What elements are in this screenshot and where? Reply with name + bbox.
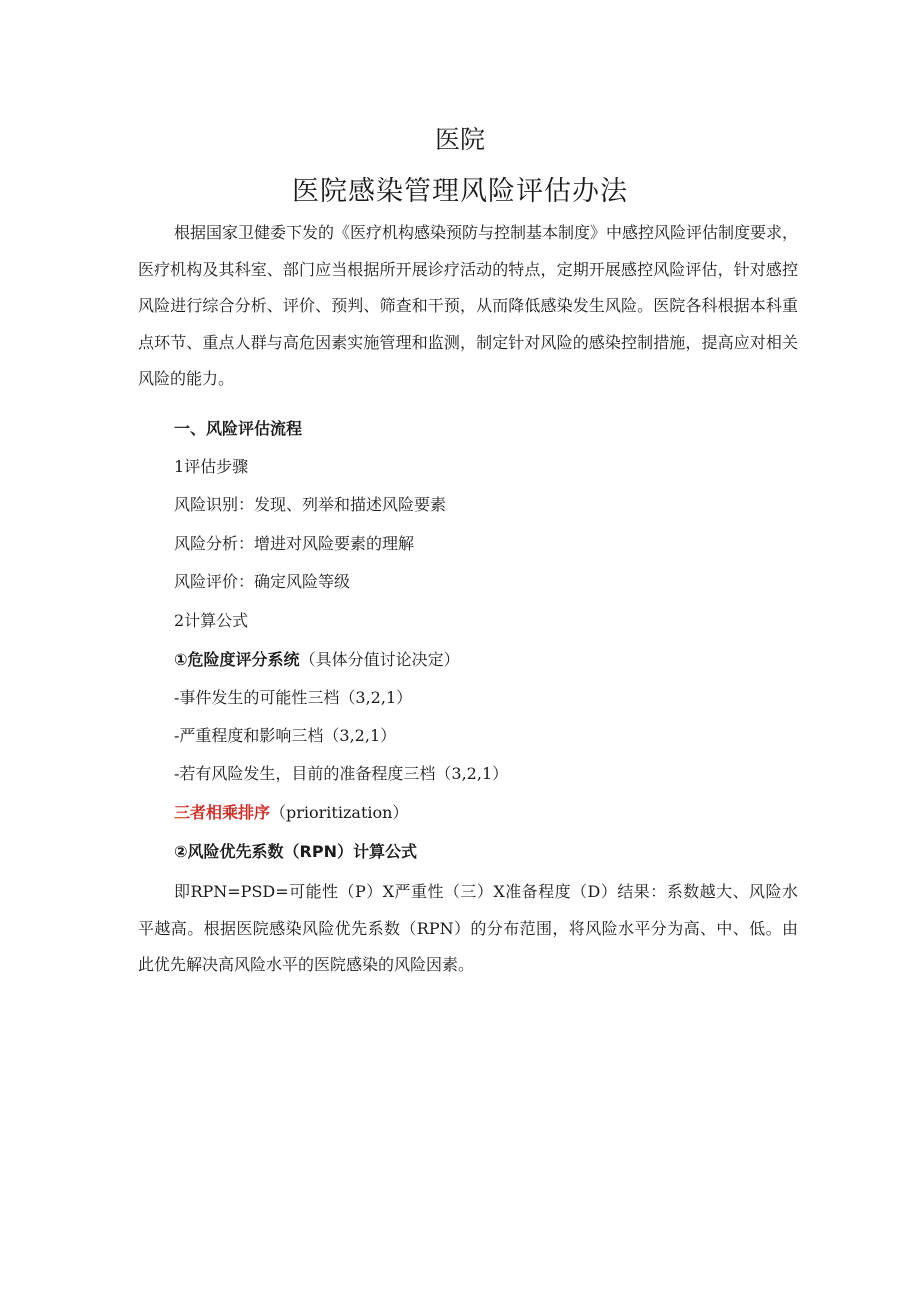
subheading-formula: 2计算公式 — [174, 611, 249, 630]
step-risk-evaluation: 风险评价：确定风险等级 — [174, 572, 351, 591]
scoring-system-line — [174, 648, 460, 672]
section-heading-risk-process: 一、风险评估流程 — [174, 419, 303, 438]
multiply-highlight: 三者相乘排序 — [174, 803, 271, 822]
multiply-line — [174, 801, 408, 825]
step-risk-identification: 风险识别：发现、列举和描述风险要素 — [174, 495, 447, 514]
rpn-paragraph: 即RPN=PSD=可能性（P）X严重性（三）X准备程度（D）结果：系数越大、风险水平越高。根据医院感染风险优先系数（RPN）的分布范围，将风险水平分为高、中、低。由此优先解决高风险水平的医院感染的风险因素。 — [138, 882, 798, 975]
multiply-note: （prioritization） — [270, 803, 409, 822]
step-risk-analysis: 风险分析：增进对风险要素的理解 — [174, 534, 415, 553]
intro-paragraph: 根据国家卫健委下发的《医疗机构感染预防与控制基本制度》中感控风险评估制度要求，医疗机构及其科室、部门应当根据所开展诊疗活动的特点，定期开展感控风险评估，针对感控风险进行综合分析、评价、预判、筛查和干预，从而降低感染发生风险。医院各科根据本科重点环节、重点人群与高危因素实施管理和监测，制定针对风险的感染控制措施，提高应对相关风险的能力。 — [138, 223, 799, 389]
document-subtitle: 医院感染管理风险评估办法 — [292, 176, 628, 207]
document-title: 医院 — [434, 125, 485, 154]
rpn-heading: ②风险优先系数（RPN）计算公式 — [174, 842, 417, 861]
criterion-likelihood: -事件发生的可能性三档（3,2,1） — [174, 688, 413, 707]
criterion-severity: -严重程度和影响三档（3,2,1） — [174, 726, 397, 745]
subheading-steps: 1评估步骤 — [174, 457, 249, 476]
scoring-system-note: （具体分值讨论决定） — [299, 650, 460, 669]
scoring-system-title: ①危险度评分系统 — [174, 650, 300, 669]
criterion-preparedness: -若有风险发生，目前的准备程度三档（3,2,1） — [174, 764, 509, 783]
